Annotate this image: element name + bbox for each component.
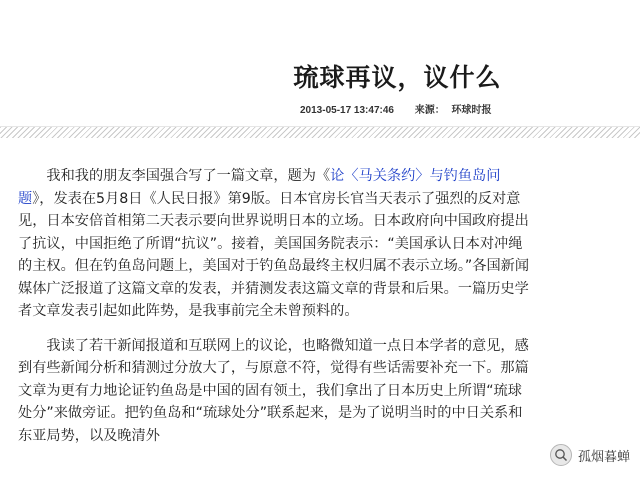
source-label: 来源： <box>414 105 445 116</box>
paragraph-2: 我读了若干新闻报道和互联网上的议论，也略微知道一点日本学者的意见，感到有些新闻分析和猜测过分放大了，与原意不符，觉得有些话需要补充一下。那篇文章为更有力地论证钓鱼岛是中国的固有领土，我们拿出了日本历史上所谓“琉球处分”来做旁证。把钓鱼岛和“琉球处分”联系起来，是为了说明当时的中日关系和东亚局势，以及晚清外 <box>18 337 529 444</box>
publish-datetime: 2013-05-17 13:47:46 <box>300 105 394 116</box>
article-body <box>18 165 534 459</box>
watermark-text: 孤烟暮蝉 <box>577 449 630 465</box>
article-meta <box>300 101 492 116</box>
header-divider <box>0 126 640 138</box>
article-link[interactable]: 论〈马关条约〉与钓鱼岛问题 <box>18 168 501 207</box>
account-watermark <box>544 441 636 469</box>
paragraph-1-lead: 我和我的朋友李国强合写了一篇文章，题为《 <box>46 168 331 184</box>
article-title: 琉球再议，议什么 <box>293 63 502 92</box>
paragraph-1-rest: 》，发表在5月8日《人民日报》第9版。日本官房长官当天表示了强烈的反对意见，日本安倍首相第二天表示要向世界说明日本的立场。日本政府向中国政府提出了抗议，中国拒绝了所谓“抗议”。接着，美国国务院表示：“美国承认日本对冲绳的主权。但在钓鱼岛问题上，美国对于钓鱼岛最终主权归属不表示立场。”各国新闻媒体广泛报道了这篇文章的发表，并猜测发表这篇文章的背景和后果。一篇历史学者文章发表引起如此阵势，是我事前完全未曾预料的。 <box>18 190 530 319</box>
wechat-official-account-icon <box>550 444 572 466</box>
source-value[interactable]: 环球时报 <box>451 105 492 116</box>
paragraph-1 <box>18 165 534 323</box>
